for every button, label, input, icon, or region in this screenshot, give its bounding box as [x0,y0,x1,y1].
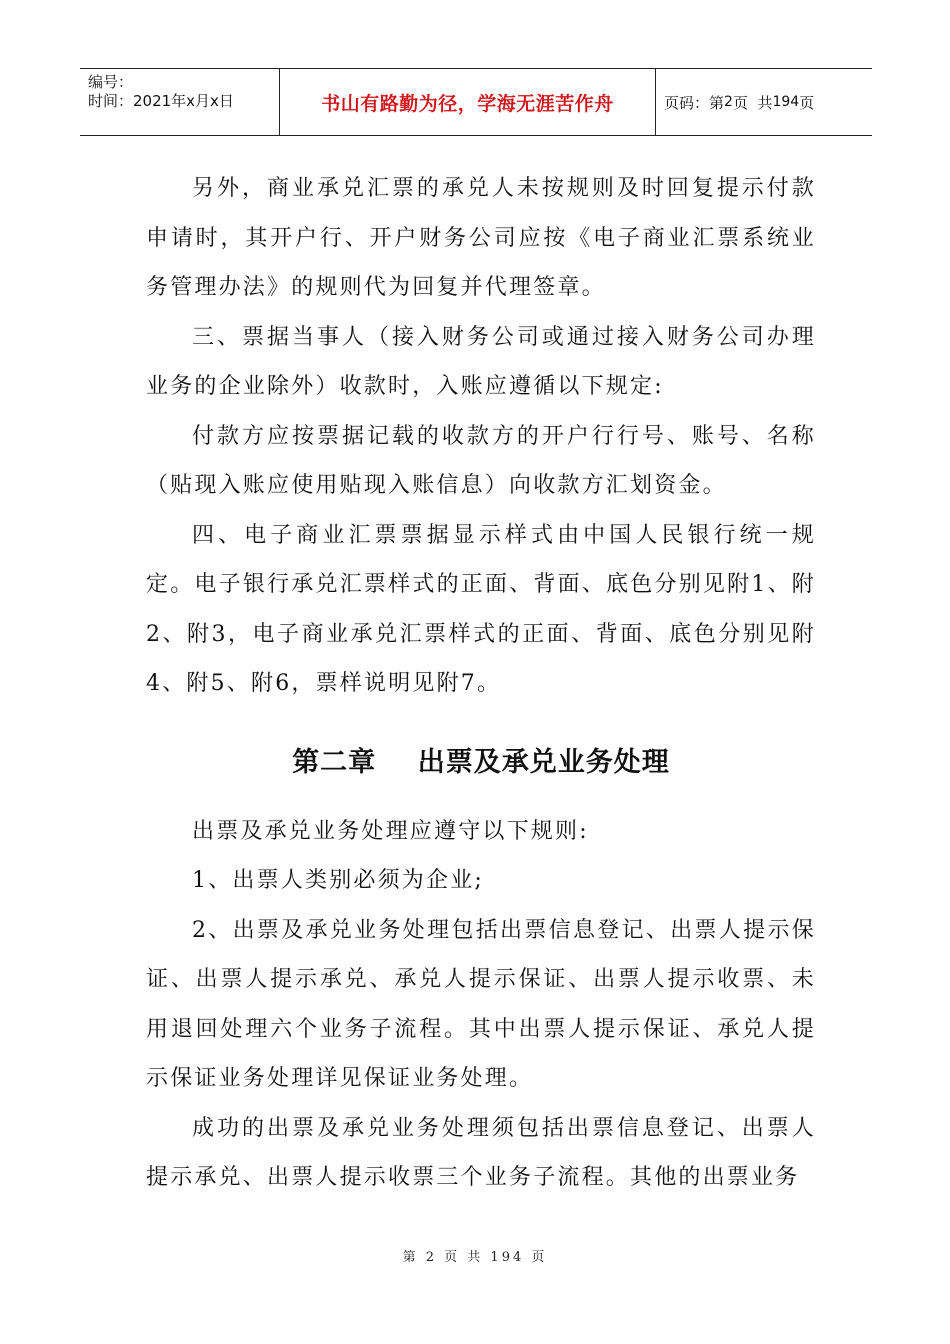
document-body [146,164,816,1203]
paragraph: 三、票据当事人（接入财务公司或通过接入财务公司办理业务的企业除外）收款时，入账应遵循以下规定: [146,324,816,399]
page-prefix: 页码：第 [664,93,725,112]
paragraph: 成功的出票及承兑业务处理须包括出票信息登记、出票人提示承兑、出票人提示收票三个业务子流程。其他的出票业务 [146,1115,816,1190]
page-mid: 页 共 [732,93,773,112]
paragraph: 出票及承兑业务处理应遵守以下规则: [192,818,589,844]
page-total: 194 [772,94,800,110]
paragraph: 四、电子商业汇票票据显示样式由中国人民银行统一规定。电子银行承兑汇票样式的正面、背面、底色分别见附1、附2、附3，电子商业承兑汇票样式的正面、背面、底色分别见附4、附5、附6，票样说明见附7。 [146,522,816,696]
paragraph: 1、出票人类别必须为企业; [192,868,485,893]
header-motto: 书山有路勤为径，学海无涯苦作舟 [321,92,614,115]
page-header [80,68,872,136]
page-footer: 第 2 页 共 194 页 [402,1250,548,1265]
paragraph: 另外，商业承兑汇票的承兑人未按规则及时回复提示付款申请时，其开户行、开户财务公司应按《电子商业汇票系统业务管理办法》的规则代为回复并代理签章。 [146,176,816,300]
paragraph: 2、出票及承兑业务处理包括出票信息登记、出票人提示保证、出票人提示承兑、承兑人提示保证、出票人提示收票、未用退回处理六个业务子流程。其中出票人提示保证、承兑人提示保证业务处理详见保证业务处理。 [146,917,816,1091]
header-page-cell [656,69,872,135]
document-time-label: 时间：2021年x月x日 [88,92,234,110]
header-motto-cell [280,69,656,135]
header-meta-cell [80,69,280,135]
chapter-title: 第二章 出票及承兑业务处理 [292,746,670,778]
document-number-label: 编号： [88,73,134,91]
page-current: 2 [724,94,733,110]
page-suffix: 页 [799,93,815,112]
paragraph: 付款方应按票据记载的收款方的开户行行号、账号、名称（贴现入账应使用贴现入账信息）向收款方汇划资金。 [146,423,816,498]
